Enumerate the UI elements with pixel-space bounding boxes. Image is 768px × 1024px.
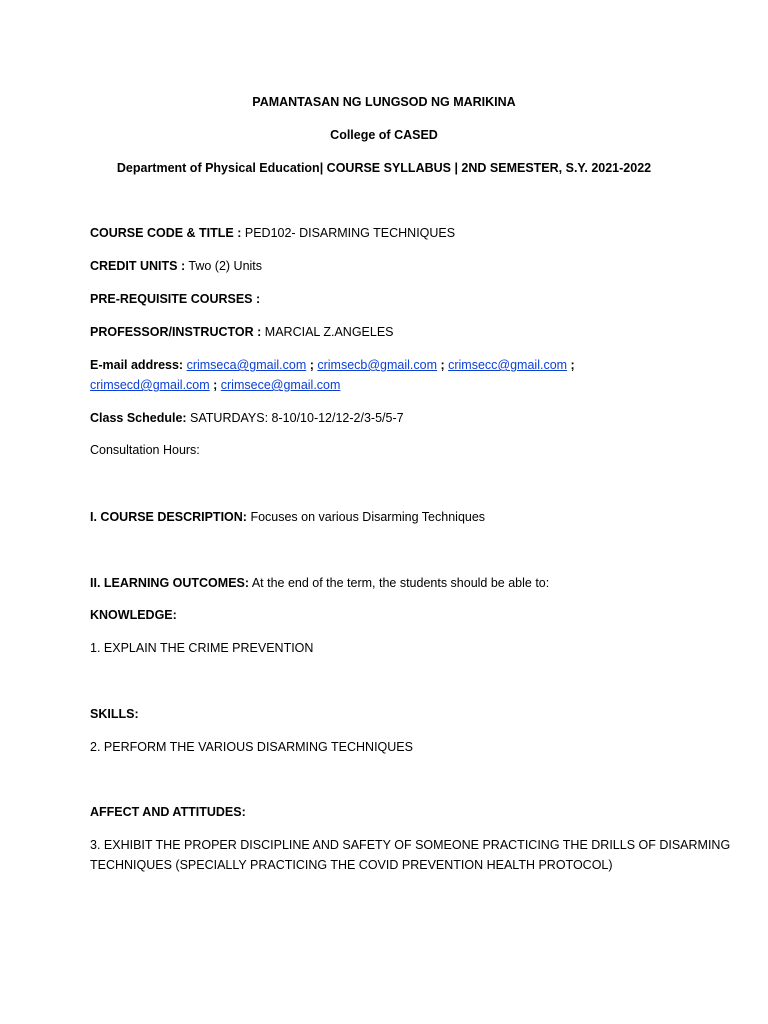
course-code-label: COURSE CODE & TITLE :	[90, 226, 242, 240]
course-code-value: PED102- DISARMING TECHNIQUES	[241, 226, 456, 240]
university-heading: PAMANTASAN NG LUNGSOD NG MARIKINA	[252, 95, 516, 109]
affect-heading: AFFECT AND ATTITUDES:	[90, 805, 246, 819]
email-link-c[interactable]: crimsecc@gmail.com	[448, 358, 568, 372]
credit-units-label: CREDIT UNITS :	[90, 259, 186, 273]
schedule-value: SATURDAYS: 8-10/10-12/12-2/3-5/5-7	[186, 411, 404, 425]
college-heading: College of CASED	[330, 128, 438, 142]
schedule-label: Class Schedule:	[90, 411, 187, 425]
department-heading: Department of Physical Education| COURSE SYLLABUS | 2ND SEMESTER, S.Y. 2021-2022	[116, 161, 652, 175]
credit-units-value: Two (2) Units	[185, 259, 263, 273]
learning-outcomes-value: At the end of the term, the students should be able to:	[249, 576, 550, 590]
email-link-a[interactable]: crimseca@gmail.com	[186, 358, 307, 372]
knowledge-heading: KNOWLEDGE:	[90, 608, 177, 622]
email-link-d[interactable]: crimsecd@gmail.com	[90, 378, 210, 392]
credit-units-line	[90, 257, 262, 275]
course-code-line	[90, 224, 455, 242]
knowledge-item: 1. EXPLAIN THE CRIME PREVENTION	[90, 641, 314, 655]
learning-outcomes-line	[90, 574, 549, 592]
email-label: E-mail address:	[90, 358, 184, 372]
email-link-b[interactable]: crimsecb@gmail.com	[317, 358, 437, 372]
professor-value: MARCIAL Z.ANGELES	[261, 325, 394, 339]
affect-item-line1: 3. EXHIBIT THE PROPER DISCIPLINE AND SAFETY OF SOMEONE PRACTICING THE DRILLS OF DISARMING	[90, 838, 731, 852]
email-line-1: E-mail address: crimseca@gmail.com ; crimsecb@gmail.com ; crimsecc@gmail.com ;	[90, 358, 575, 372]
prerequisite-label: PRE-REQUISITE COURSES :	[90, 292, 261, 306]
email-line-2: crimsecd@gmail.com ; crimsece@gmail.com	[90, 378, 341, 392]
affect-item-line2: TECHNIQUES (SPECIALLY PRACTICING THE COVID PREVENTION HEALTH PROTOCOL)	[90, 858, 613, 872]
learning-outcomes-label: II. LEARNING OUTCOMES:	[90, 576, 250, 590]
course-description-line	[90, 508, 485, 526]
professor-line	[90, 323, 394, 341]
course-description-value: Focuses on various Disarming Techniques	[246, 510, 486, 524]
email-link-e[interactable]: crimsece@gmail.com	[220, 378, 341, 392]
professor-label: PROFESSOR/INSTRUCTOR :	[90, 325, 262, 339]
schedule-line	[90, 409, 404, 427]
course-description-label: I. COURSE DESCRIPTION:	[90, 510, 247, 524]
consultation-line: Consultation Hours:	[90, 443, 200, 457]
prerequisite-line	[90, 290, 260, 308]
skills-item: 2. PERFORM THE VARIOUS DISARMING TECHNIQUES	[90, 740, 413, 754]
skills-heading: SKILLS:	[90, 707, 139, 721]
